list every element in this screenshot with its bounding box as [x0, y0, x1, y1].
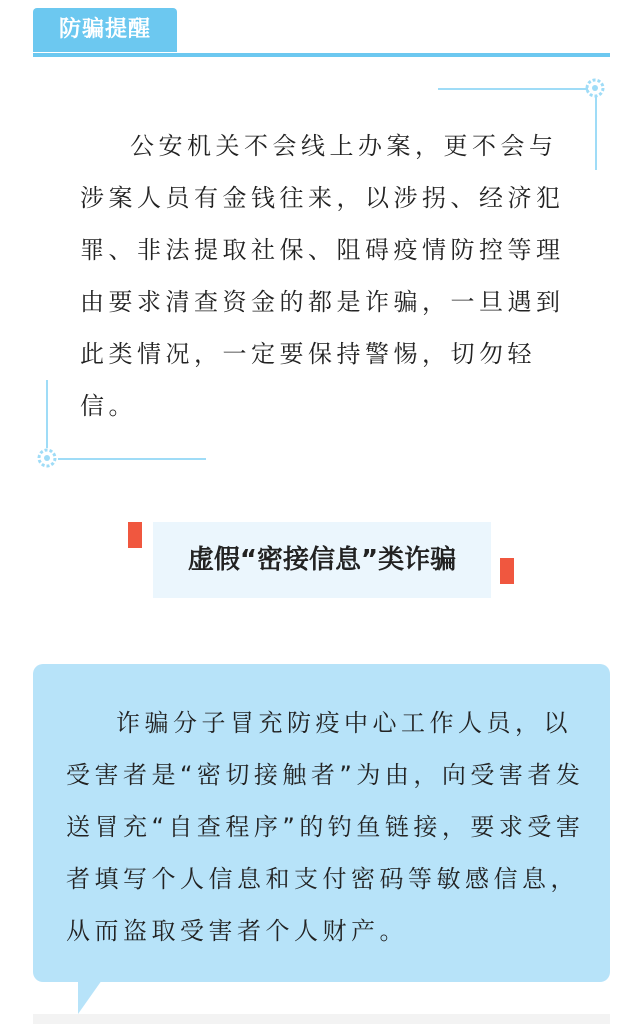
header-tab [33, 8, 177, 52]
frame-right-line [595, 96, 597, 170]
frame-top-line [438, 88, 588, 90]
intro-paragraph: 公安机关不会线上办案，更不会与涉案人员有金钱往来，以涉拐、经济犯罪、非法提取社保、阻碍疫情防控等理由要求清查资金的都是诈骗，一旦遇到此类情况，一定要保持警惕，切勿轻信。 [80, 132, 565, 420]
header-tab-label: 防骗提醒 [58, 17, 151, 42]
heading-marker-right [500, 558, 514, 584]
heading-marker-left [128, 522, 142, 548]
bubble-tail [78, 980, 102, 1014]
frame-bottom-line [58, 458, 206, 460]
bottom-strip [33, 1014, 610, 1024]
gear-icon [584, 77, 606, 99]
bubble-paragraph: 诈骗分子冒充防疫中心工作人员，以受害者是“密切接触者”为由，向受害者发送冒充“自查程序”的钓鱼链接，要求受害者填写个人信息和支付密码等敏感信息，从而盗取受害者个人财产。 [66, 709, 585, 945]
section-heading [153, 522, 491, 598]
gear-icon [36, 447, 58, 469]
header-underline [33, 53, 610, 57]
frame-left-line [46, 380, 48, 448]
section-title: 虚假“密接信息”类诈骗 [187, 545, 457, 575]
